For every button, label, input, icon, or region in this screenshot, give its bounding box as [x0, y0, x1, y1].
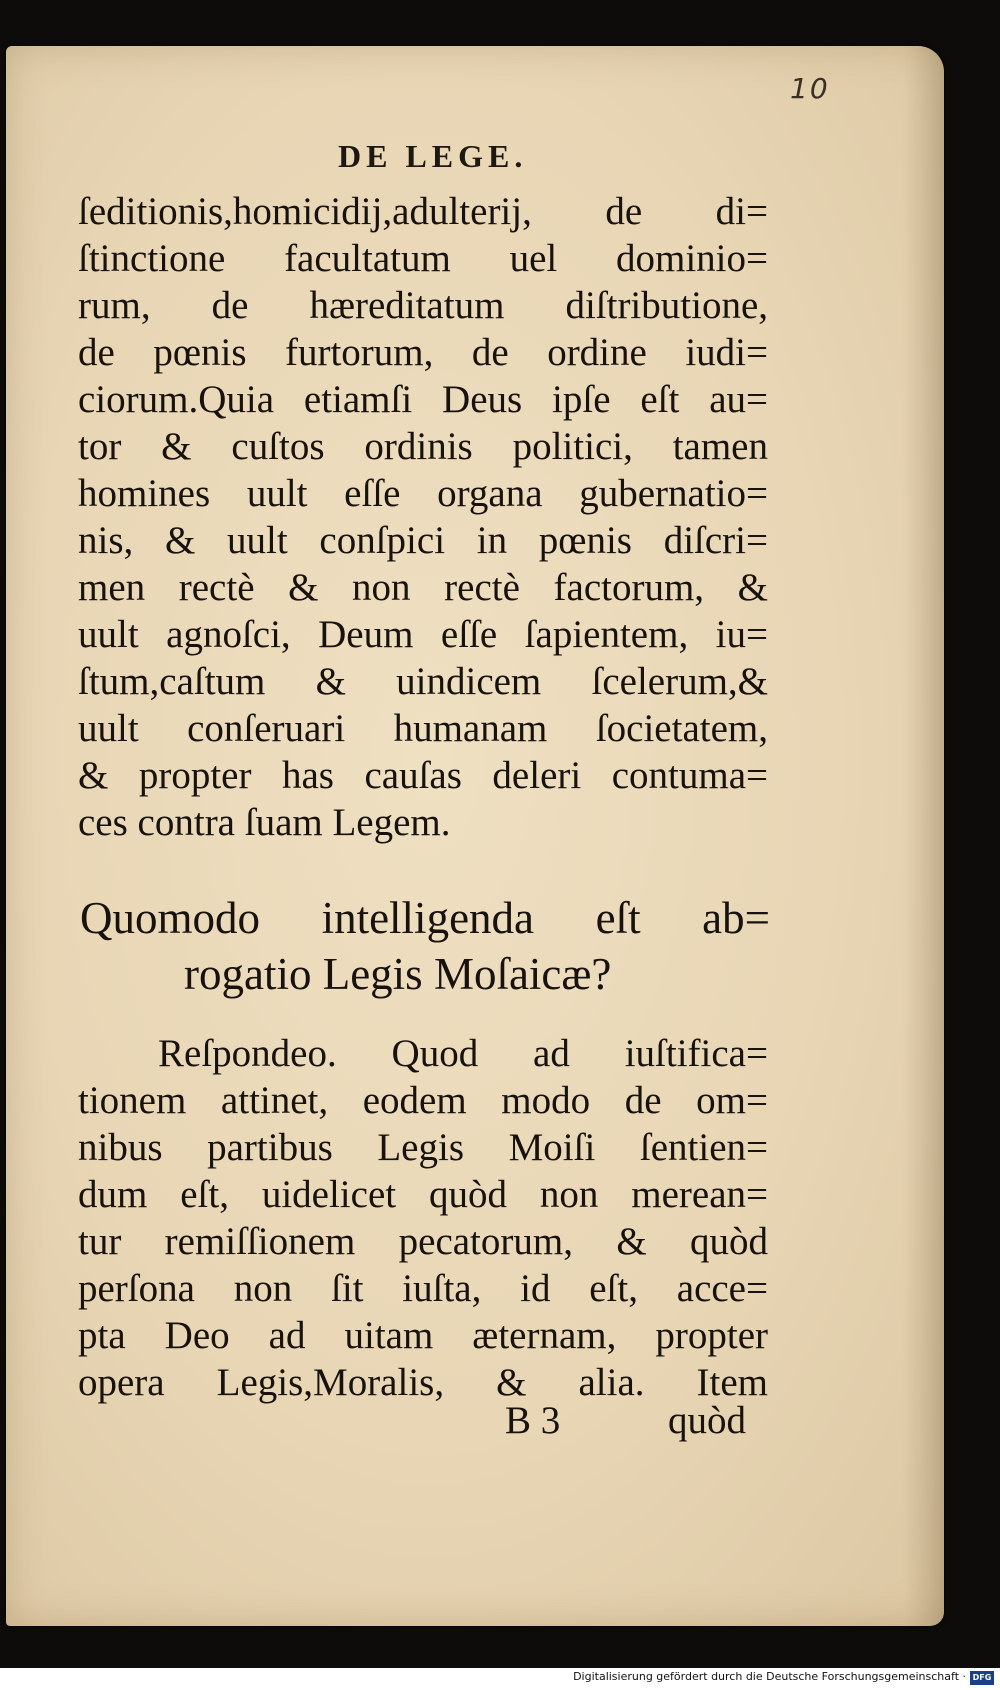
- text-line: uult conſeruari humanam ſocietatem,: [78, 707, 768, 750]
- running-head: DE LEGE.: [338, 138, 528, 174]
- text-line: ciorum.Quia etiamſi Deus ipſe eſt au=: [78, 378, 768, 421]
- text-line: ces contra ſuam Legem.: [78, 801, 451, 844]
- text-line: & propter has cauſas deleri contuma=: [78, 754, 768, 797]
- paragraph-1: [78, 188, 768, 846]
- text-line: ſtum,caſtum & uindicem ſcelerum,&: [78, 660, 768, 703]
- text-line: opera Legis,Moralis, & alia. Item: [78, 1361, 768, 1404]
- text-line: uult agnoſci, Deum eſſe ſapientem, iu=: [78, 613, 768, 656]
- text-line: homines uult eſſe organa gubernatio=: [78, 472, 768, 515]
- footer-credit: Digitalisierung gefördert durch die Deutsche Forschungsgemeinschaft ·: [573, 1670, 966, 1683]
- text-line: nibus partibus Legis Moiſi ſentien=: [78, 1126, 768, 1169]
- folio-number: 10: [790, 72, 830, 105]
- text-line: dum eſt, uidelicet quòd non merean=: [78, 1173, 768, 1216]
- signature-mark: B 3: [505, 1399, 561, 1442]
- paragraph-2: [78, 1030, 768, 1406]
- text-line: Reſpondeo. Quod ad iuſtifica=: [158, 1032, 768, 1075]
- dfg-logo-icon: DFG: [970, 1671, 994, 1685]
- catchword: quòd: [668, 1399, 746, 1442]
- text-line: tor & cuſtos ordinis politici, tamen: [78, 425, 768, 468]
- text-line: tur remiſſionem pecatorum, & quòd: [78, 1220, 768, 1263]
- text-line: pta Deo ad uitam æternam, propter: [78, 1314, 768, 1357]
- text-line: ſeditionis,homicidij,adulterij, de di=: [78, 190, 768, 233]
- heading-line: rogatio Legis Moſaicæ?: [184, 949, 612, 999]
- text-line: men rectè & non rectè factorum, &: [78, 566, 768, 609]
- text-line: nis, & uult conſpici in pœnis diſcri=: [78, 519, 768, 562]
- heading-line: Quomodo intelligenda eſt ab=: [80, 893, 770, 943]
- text-line: rum, de hæreditatum diſtributione,: [78, 284, 768, 327]
- text-line: perſona non ſit iuſta, id eſt, acce=: [78, 1267, 768, 1310]
- text-line: tionem attinet, eodem modo de om=: [78, 1079, 768, 1122]
- section-heading: [80, 890, 770, 1002]
- text-line: de pœnis furtorum, de ordine iudi=: [78, 331, 768, 374]
- text-line: ſtinctione facultatum uel dominio=: [78, 237, 768, 280]
